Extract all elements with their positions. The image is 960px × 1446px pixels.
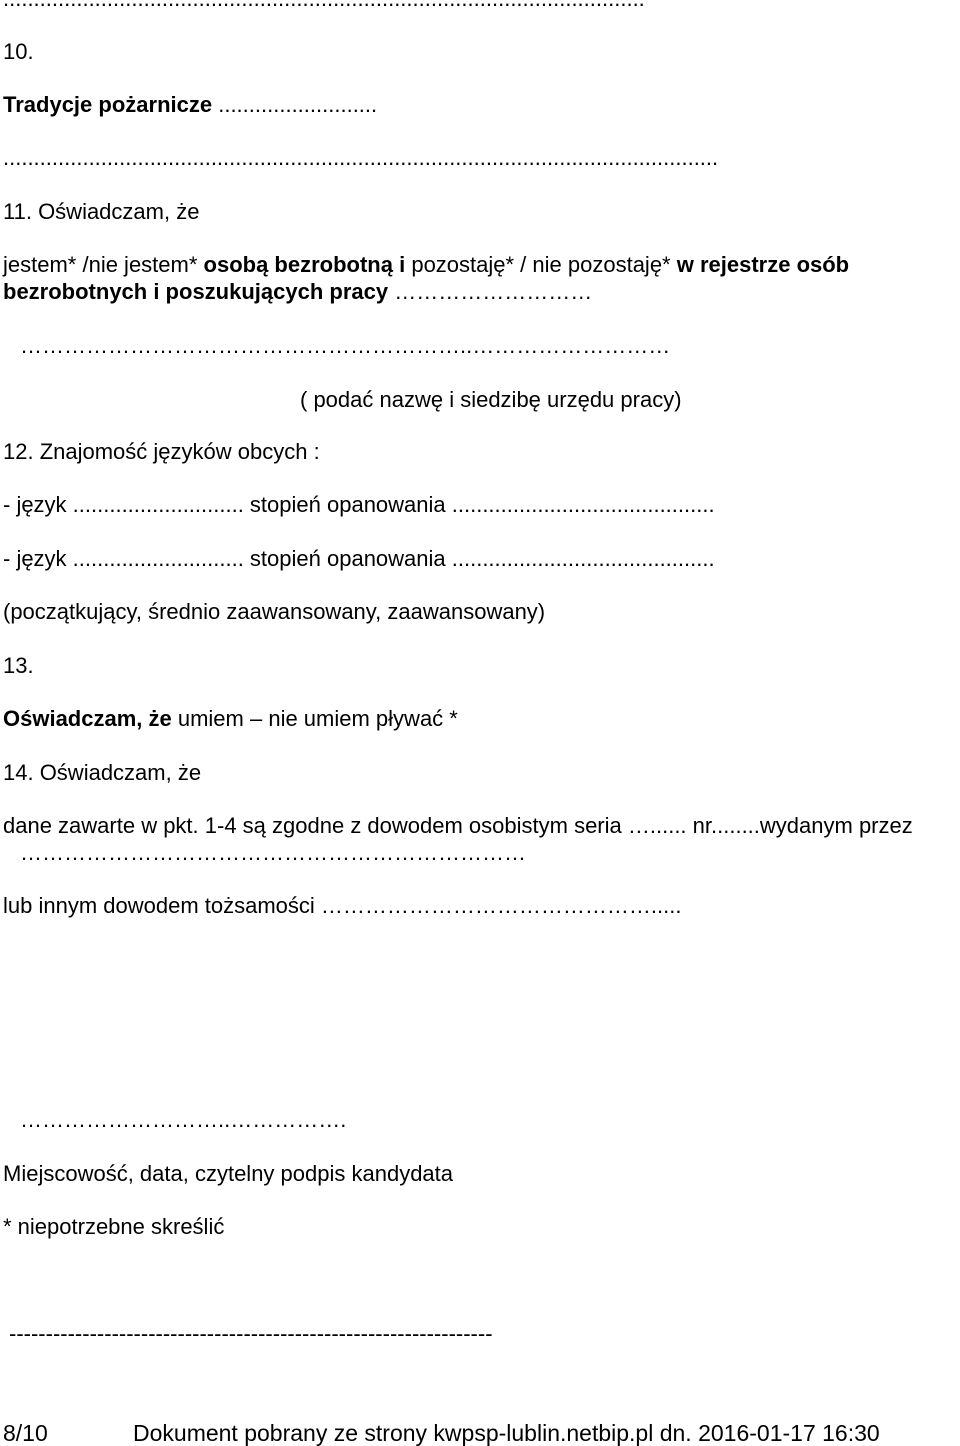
item11-p4: w rejestrze osób — [676, 252, 850, 277]
item14-dots: …………………………………………………………… — [20, 840, 526, 865]
item12-title: 12. Znajomość języków obcych : — [3, 439, 320, 464]
signature-dots: ………………………..……………. — [20, 1107, 347, 1132]
item13-line — [3, 706, 458, 732]
item10-dots-line: ..................................................................................................................... — [3, 145, 719, 170]
item11-line2a: bezrobotnych i poszukujących pracy — [3, 279, 389, 304]
item14-intro: 14. Oświadczam, że — [3, 760, 202, 785]
item14-line2 — [3, 893, 681, 919]
item11-line2 — [3, 279, 592, 305]
top-dots — [3, 0, 645, 12]
signature-label: Miejscowość, data, czytelny podpis kandydata — [3, 1161, 454, 1186]
item14-line2a: lub innym dowodem tożsamości — [3, 893, 321, 918]
separator-line: ------------------------------------------------------------------ — [9, 1321, 493, 1346]
item13-bold: Oświadczam, że — [3, 706, 172, 731]
item11-p1: jestem* /nie jestem* — [3, 252, 204, 277]
footnote: * niepotrzebne skreślić — [3, 1214, 225, 1239]
item12-lang1: - język ............................ stopień opanowania ........................................... — [3, 492, 715, 517]
item11-intro: 11. Oświadczam, że — [3, 199, 200, 224]
footer-source: Dokument pobrany ze strony kwpsp-lublin.netbip.pl dn. 2016-01-17 16:30 — [133, 1420, 880, 1446]
item13-number: 13. — [3, 653, 34, 678]
item10-number: 10. — [3, 39, 34, 64]
item11-line1 — [3, 252, 849, 278]
item14-line1: dane zawarte w pkt. 1-4 są zgodne z dowodem osobistym seria …...... nr........wydanym przez — [3, 813, 913, 838]
item11-p2: osobą bezrobotną i — [203, 252, 406, 277]
footer-page-number: 8/10 — [3, 1420, 48, 1446]
item12-lang2: - język ............................ stopień opanowania ........................................... — [3, 546, 715, 571]
item10-line — [3, 92, 377, 118]
item11-p3: pozostaję* / nie pozostaję* — [405, 252, 677, 277]
item12-levels: (początkujący, średnio zaawansowany, zaawansowany) — [3, 599, 546, 624]
item14-line2b: ………………………………………..... — [320, 893, 682, 918]
item10-dots: .......................... — [218, 92, 378, 117]
item11-note: ( podać nazwę i siedzibę urzędu pracy) — [300, 387, 682, 412]
item13-rest: umiem – nie umiem pływać * — [171, 706, 458, 731]
item11-line2b: ……………………… — [388, 279, 593, 304]
item10-label: Tradycje pożarnicze — [3, 92, 213, 117]
item11-dotline: ……………………………………………………..……………………… — [20, 333, 671, 358]
